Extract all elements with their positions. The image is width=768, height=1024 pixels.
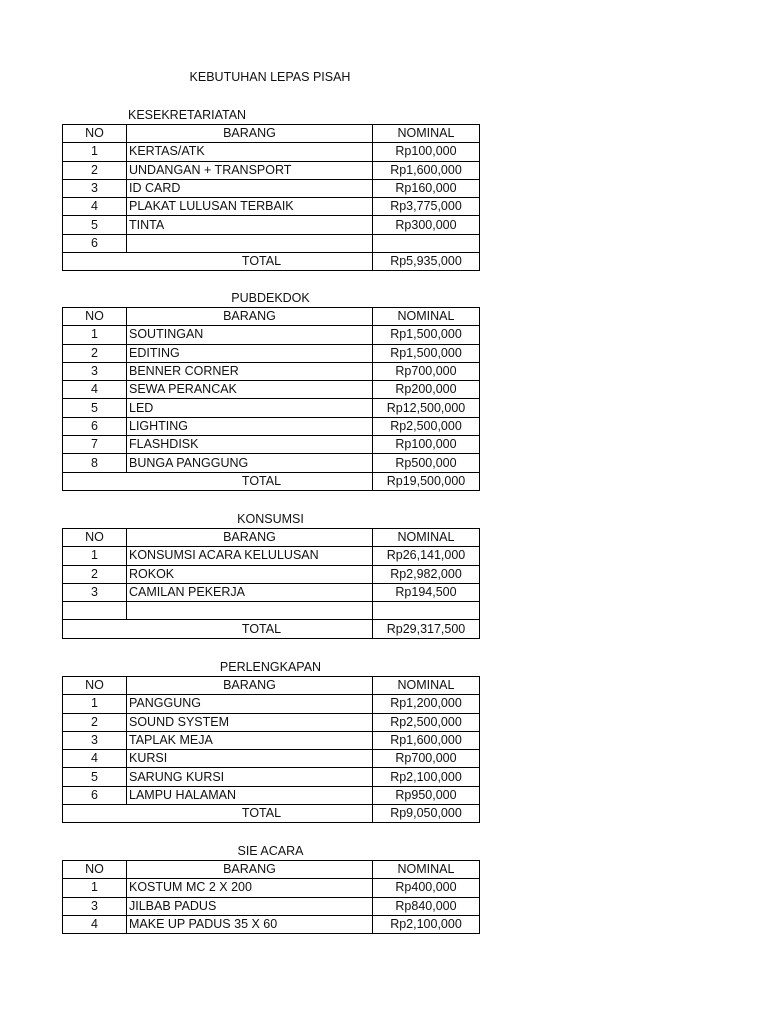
row-no: 1 bbox=[63, 143, 127, 161]
table-header-row bbox=[63, 308, 480, 326]
row-barang: SEWA PERANCAK bbox=[127, 381, 373, 399]
row-barang: MAKE UP PADUS 35 X 60 bbox=[127, 915, 373, 933]
row-nominal: Rp2,500,000 bbox=[373, 713, 480, 731]
row-nominal: Rp1,500,000 bbox=[373, 326, 480, 344]
total-row bbox=[63, 620, 480, 638]
row-barang: KOSTUM MC 2 X 200 bbox=[127, 879, 373, 897]
row-nominal: Rp1,600,000 bbox=[373, 731, 480, 749]
row-no: 4 bbox=[63, 381, 127, 399]
row-barang: CAMILAN PEKERJA bbox=[127, 583, 373, 601]
row-nominal: Rp1,500,000 bbox=[373, 344, 480, 362]
row-barang: BUNGA PANGGUNG bbox=[127, 454, 373, 472]
row-barang: PANGGUNG bbox=[127, 695, 373, 713]
table-header-row bbox=[63, 677, 480, 695]
table-header-row bbox=[63, 125, 480, 143]
row-barang: JILBAB PADUS bbox=[127, 897, 373, 915]
document-title: KEBUTUHAN LEPAS PISAH bbox=[189, 70, 351, 84]
header-nominal: NOMINAL bbox=[373, 308, 480, 326]
table-row bbox=[63, 565, 480, 583]
row-no: 1 bbox=[63, 879, 127, 897]
table-row bbox=[63, 234, 480, 252]
row-no: 2 bbox=[63, 161, 127, 179]
row-no: 3 bbox=[63, 731, 127, 749]
row-no: 7 bbox=[63, 436, 127, 454]
row-barang: EDITING bbox=[127, 344, 373, 362]
row-barang: LIGHTING bbox=[127, 417, 373, 435]
row-no: 8 bbox=[63, 454, 127, 472]
row-nominal: Rp700,000 bbox=[373, 750, 480, 768]
row-barang: LED bbox=[127, 399, 373, 417]
total-value: Rp9,050,000 bbox=[373, 805, 480, 823]
header-barang: BARANG bbox=[127, 861, 373, 879]
row-nominal: Rp2,982,000 bbox=[373, 565, 480, 583]
header-barang: BARANG bbox=[127, 125, 373, 143]
table-row bbox=[63, 897, 480, 915]
row-barang: UNDANGAN + TRANSPORT bbox=[127, 161, 373, 179]
row-nominal: Rp400,000 bbox=[373, 879, 480, 897]
row-nominal: Rp1,600,000 bbox=[373, 161, 480, 179]
section-title: PUBDEKDOK bbox=[231, 291, 310, 305]
row-no: 3 bbox=[63, 362, 127, 380]
row-barang: KURSI bbox=[127, 750, 373, 768]
total-row bbox=[63, 805, 480, 823]
table-row bbox=[63, 454, 480, 472]
table-row bbox=[63, 915, 480, 933]
table-row bbox=[63, 786, 480, 804]
row-no: 5 bbox=[63, 768, 127, 786]
table-row bbox=[63, 713, 480, 731]
budget-table bbox=[62, 124, 480, 271]
table-row bbox=[63, 362, 480, 380]
row-nominal: Rp500,000 bbox=[373, 454, 480, 472]
table-row bbox=[63, 583, 480, 601]
row-nominal: Rp3,775,000 bbox=[373, 198, 480, 216]
section-4 bbox=[62, 842, 479, 934]
row-nominal: Rp12,500,000 bbox=[373, 399, 480, 417]
table-row bbox=[63, 768, 480, 786]
row-nominal bbox=[373, 602, 480, 620]
row-barang bbox=[127, 234, 373, 252]
table-header-row bbox=[63, 529, 480, 547]
row-nominal: Rp100,000 bbox=[373, 143, 480, 161]
row-barang: ROKOK bbox=[127, 565, 373, 583]
table-row bbox=[63, 161, 480, 179]
total-value: Rp19,500,000 bbox=[373, 472, 480, 490]
header-no: NO bbox=[63, 308, 127, 326]
row-no: 1 bbox=[63, 326, 127, 344]
section-title: PERLENGKAPAN bbox=[219, 660, 322, 674]
row-no: 6 bbox=[63, 786, 127, 804]
budget-table bbox=[62, 676, 480, 823]
row-nominal: Rp100,000 bbox=[373, 436, 480, 454]
row-no: 3 bbox=[63, 897, 127, 915]
row-no: 5 bbox=[63, 216, 127, 234]
row-no: 5 bbox=[63, 399, 127, 417]
row-barang: TAPLAK MEJA bbox=[127, 731, 373, 749]
row-no bbox=[63, 602, 127, 620]
row-nominal: Rp840,000 bbox=[373, 897, 480, 915]
table-row bbox=[63, 381, 480, 399]
row-no: 3 bbox=[63, 583, 127, 601]
row-nominal: Rp2,100,000 bbox=[373, 768, 480, 786]
table-row bbox=[63, 143, 480, 161]
row-barang: FLASHDISK bbox=[127, 436, 373, 454]
row-no: 1 bbox=[63, 547, 127, 565]
row-barang: PLAKAT LULUSAN TERBAIK bbox=[127, 198, 373, 216]
header-barang: BARANG bbox=[127, 529, 373, 547]
row-barang: KERTAS/ATK bbox=[127, 143, 373, 161]
section-title: KESEKRETARIATAN bbox=[128, 108, 247, 122]
table-row bbox=[63, 198, 480, 216]
row-barang: KONSUMSI ACARA KELULUSAN bbox=[127, 547, 373, 565]
section-1 bbox=[62, 289, 479, 491]
row-barang: SARUNG KURSI bbox=[127, 768, 373, 786]
row-barang: LAMPU HALAMAN bbox=[127, 786, 373, 804]
row-no: 2 bbox=[63, 713, 127, 731]
total-row bbox=[63, 472, 480, 490]
budget-table bbox=[62, 307, 480, 491]
table-row bbox=[63, 179, 480, 197]
total-label: TOTAL bbox=[63, 620, 373, 638]
row-no: 6 bbox=[63, 234, 127, 252]
header-barang: BARANG bbox=[127, 677, 373, 695]
header-no: NO bbox=[63, 125, 127, 143]
total-row bbox=[63, 253, 480, 271]
row-no: 1 bbox=[63, 695, 127, 713]
row-nominal: Rp1,200,000 bbox=[373, 695, 480, 713]
section-2 bbox=[62, 510, 479, 639]
table-row bbox=[63, 695, 480, 713]
header-nominal: NOMINAL bbox=[373, 529, 480, 547]
table-row bbox=[63, 216, 480, 234]
table-row bbox=[63, 436, 480, 454]
section-title: KONSUMSI bbox=[237, 512, 304, 526]
table-header-row bbox=[63, 861, 480, 879]
header-nominal: NOMINAL bbox=[373, 861, 480, 879]
row-barang: SOUND SYSTEM bbox=[127, 713, 373, 731]
table-row bbox=[63, 399, 480, 417]
table-row bbox=[63, 547, 480, 565]
header-nominal: NOMINAL bbox=[373, 677, 480, 695]
header-no: NO bbox=[63, 861, 127, 879]
row-nominal: Rp26,141,000 bbox=[373, 547, 480, 565]
row-nominal: Rp194,500 bbox=[373, 583, 480, 601]
header-no: NO bbox=[63, 677, 127, 695]
table-row bbox=[63, 731, 480, 749]
table-row bbox=[63, 602, 480, 620]
section-3 bbox=[62, 658, 479, 823]
table-row bbox=[63, 879, 480, 897]
total-value: Rp5,935,000 bbox=[373, 253, 480, 271]
header-no: NO bbox=[63, 529, 127, 547]
header-barang: BARANG bbox=[127, 308, 373, 326]
table-row bbox=[63, 417, 480, 435]
total-label: TOTAL bbox=[63, 253, 373, 271]
section-title: SIE ACARA bbox=[237, 844, 304, 858]
table-row bbox=[63, 344, 480, 362]
row-nominal: Rp700,000 bbox=[373, 362, 480, 380]
table-row bbox=[63, 326, 480, 344]
header-nominal: NOMINAL bbox=[373, 125, 480, 143]
row-nominal: Rp950,000 bbox=[373, 786, 480, 804]
row-no: 4 bbox=[63, 915, 127, 933]
total-label: TOTAL bbox=[63, 805, 373, 823]
row-nominal: Rp2,500,000 bbox=[373, 417, 480, 435]
row-nominal bbox=[373, 234, 480, 252]
total-label: TOTAL bbox=[63, 472, 373, 490]
row-no: 2 bbox=[63, 565, 127, 583]
row-no: 3 bbox=[63, 179, 127, 197]
row-barang bbox=[127, 602, 373, 620]
row-no: 6 bbox=[63, 417, 127, 435]
row-barang: BENNER CORNER bbox=[127, 362, 373, 380]
row-no: 4 bbox=[63, 198, 127, 216]
row-nominal: Rp200,000 bbox=[373, 381, 480, 399]
row-barang: TINTA bbox=[127, 216, 373, 234]
row-barang: SOUTINGAN bbox=[127, 326, 373, 344]
table-row bbox=[63, 750, 480, 768]
budget-table bbox=[62, 860, 480, 934]
row-nominal: Rp160,000 bbox=[373, 179, 480, 197]
section-0 bbox=[62, 106, 479, 271]
row-nominal: Rp2,100,000 bbox=[373, 915, 480, 933]
row-no: 4 bbox=[63, 750, 127, 768]
row-nominal: Rp300,000 bbox=[373, 216, 480, 234]
row-no: 2 bbox=[63, 344, 127, 362]
budget-table bbox=[62, 528, 480, 639]
total-value: Rp29,317,500 bbox=[373, 620, 480, 638]
row-barang: ID CARD bbox=[127, 179, 373, 197]
